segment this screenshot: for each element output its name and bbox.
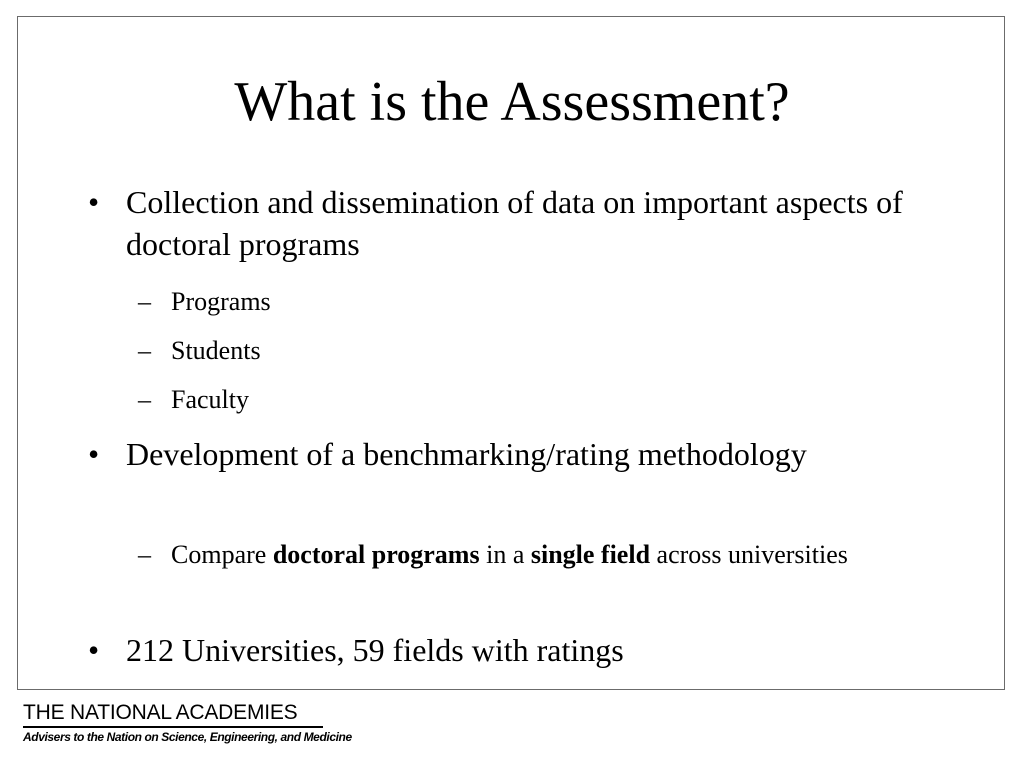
bullet-text: Development of a benchmarking/rating methodology (126, 436, 807, 472)
bullet-text: 212 Universities, 59 fields with ratings (126, 632, 624, 668)
sub-text-part: Compare (171, 540, 273, 569)
slide-title: What is the Assessment? (234, 71, 790, 133)
bullet-marker: • (88, 436, 100, 472)
national-academies-logo (23, 700, 352, 750)
sub-marker: – (138, 287, 151, 316)
logo-title: THE NATIONAL ACADEMIES (23, 701, 298, 724)
sub-text-bold-part: doctoral programs (272, 540, 480, 569)
sub-text: Faculty (171, 385, 249, 414)
logo-tagline: Advisers to the Nation on Science, Engineering, and Medicine (23, 730, 352, 744)
sub-text (171, 537, 931, 573)
sub-text: Students (171, 336, 261, 365)
bullet-marker: • (88, 184, 100, 220)
sub-marker: – (138, 336, 151, 365)
sub-text: Programs (171, 287, 271, 316)
bullet-marker: • (88, 632, 100, 668)
sub-marker: – (138, 540, 151, 569)
bullet-text: Collection and dissemination of data on important aspects of doctoral programs (126, 184, 903, 262)
sub-marker: – (138, 385, 151, 414)
sub-text-part: in a (479, 540, 531, 569)
sub-text-part: across universities (650, 540, 848, 569)
sub-text-bold-part: single field (530, 540, 651, 569)
logo-divider (23, 726, 323, 728)
